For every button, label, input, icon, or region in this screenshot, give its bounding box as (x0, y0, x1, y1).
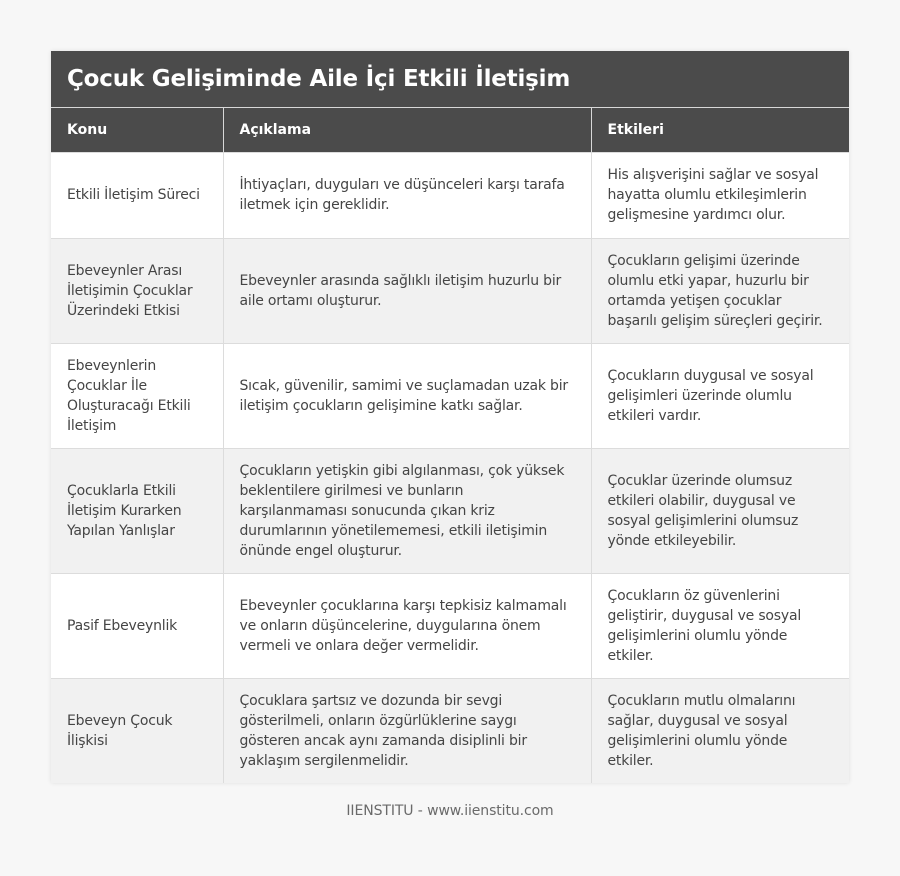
cell-aciklama: Çocukların yetişkin gibi algılanması, çok yüksek beklentilere girilmesi ve bunların karşılanmaması sonucunda çıkan kriz durumlarının yönetilememesi, etkili iletişimin önünde engel oluşturur. (223, 448, 591, 573)
info-table (51, 108, 849, 783)
cell-aciklama: İhtiyaçları, duyguları ve düşünceleri karşı tarafa iletmek için gereklidir. (223, 152, 591, 238)
table-row (51, 573, 849, 678)
cell-konu: Ebeveynler Arası İletişimin Çocuklar Üzerindeki Etkisi (51, 238, 223, 343)
cell-aciklama: Ebeveynler çocuklarına karşı tepkisiz kalmamalı ve onların düşüncelerine, duygularına önem vermeli ve onlara değer vermelidir. (223, 573, 591, 678)
cell-etkileri: Çocukların duygusal ve sosyal gelişimleri üzerinde olumlu etkileri vardır. (591, 343, 849, 448)
cell-konu: Ebeveynlerin Çocuklar İle Oluşturacağı Etkili İletişim (51, 343, 223, 448)
table-title: Çocuk Gelişiminde Aile İçi Etkili İletişim (51, 51, 849, 108)
cell-etkileri: Çocukların mutlu olmalarını sağlar, duygusal ve sosyal gelişimlerini olumlu yönde etkiler. (591, 678, 849, 783)
cell-etkileri: Çocukların öz güvenlerini geliştirir, duygusal ve sosyal gelişimlerini olumlu yönde etkiler. (591, 573, 849, 678)
cell-aciklama: Çocuklara şartsız ve dozunda bir sevgi gösterilmeli, onların özgürlüklerine saygı gösteren ancak aynı zamanda disiplinli bir yaklaşım sergilenmelidir. (223, 678, 591, 783)
footer-credit: IIENSTITU - www.iienstitu.com (346, 803, 554, 819)
cell-konu: Çocuklarla Etkili İletişim Kurarken Yapılan Yanlışlar (51, 448, 223, 573)
table-card (51, 51, 849, 783)
cell-etkileri: His alışverişini sağlar ve sosyal hayatta olumlu etkileşimlerin gelişmesine yardımcı olur. (591, 152, 849, 238)
cell-etkileri: Çocuklar üzerinde olumsuz etkileri olabilir, duygusal ve sosyal gelişimlerini olumsuz yönde etkileyebilir. (591, 448, 849, 573)
cell-etkileri: Çocukların gelişimi üzerinde olumlu etki yapar, huzurlu bir ortamda yetişen çocuklar başarılı gelişim süreçleri geçirir. (591, 238, 849, 343)
column-header-aciklama: Açıklama (223, 108, 591, 152)
table-row (51, 678, 849, 783)
table-row (51, 448, 849, 573)
cell-aciklama: Ebeveynler arasında sağlıklı iletişim huzurlu bir aile ortamı oluşturur. (223, 238, 591, 343)
table-row (51, 238, 849, 343)
column-header-konu: Konu (51, 108, 223, 152)
header-row (51, 108, 849, 152)
cell-konu: Pasif Ebeveynlik (51, 573, 223, 678)
cell-aciklama: Sıcak, güvenilir, samimi ve suçlamadan uzak bir iletişim çocukların gelişimine katkı sağlar. (223, 343, 591, 448)
cell-konu: Ebeveyn Çocuk İlişkisi (51, 678, 223, 783)
cell-konu: Etkili İletişim Süreci (51, 152, 223, 238)
table-row (51, 152, 849, 238)
column-header-etkileri: Etkileri (591, 108, 849, 152)
table-row (51, 343, 849, 448)
